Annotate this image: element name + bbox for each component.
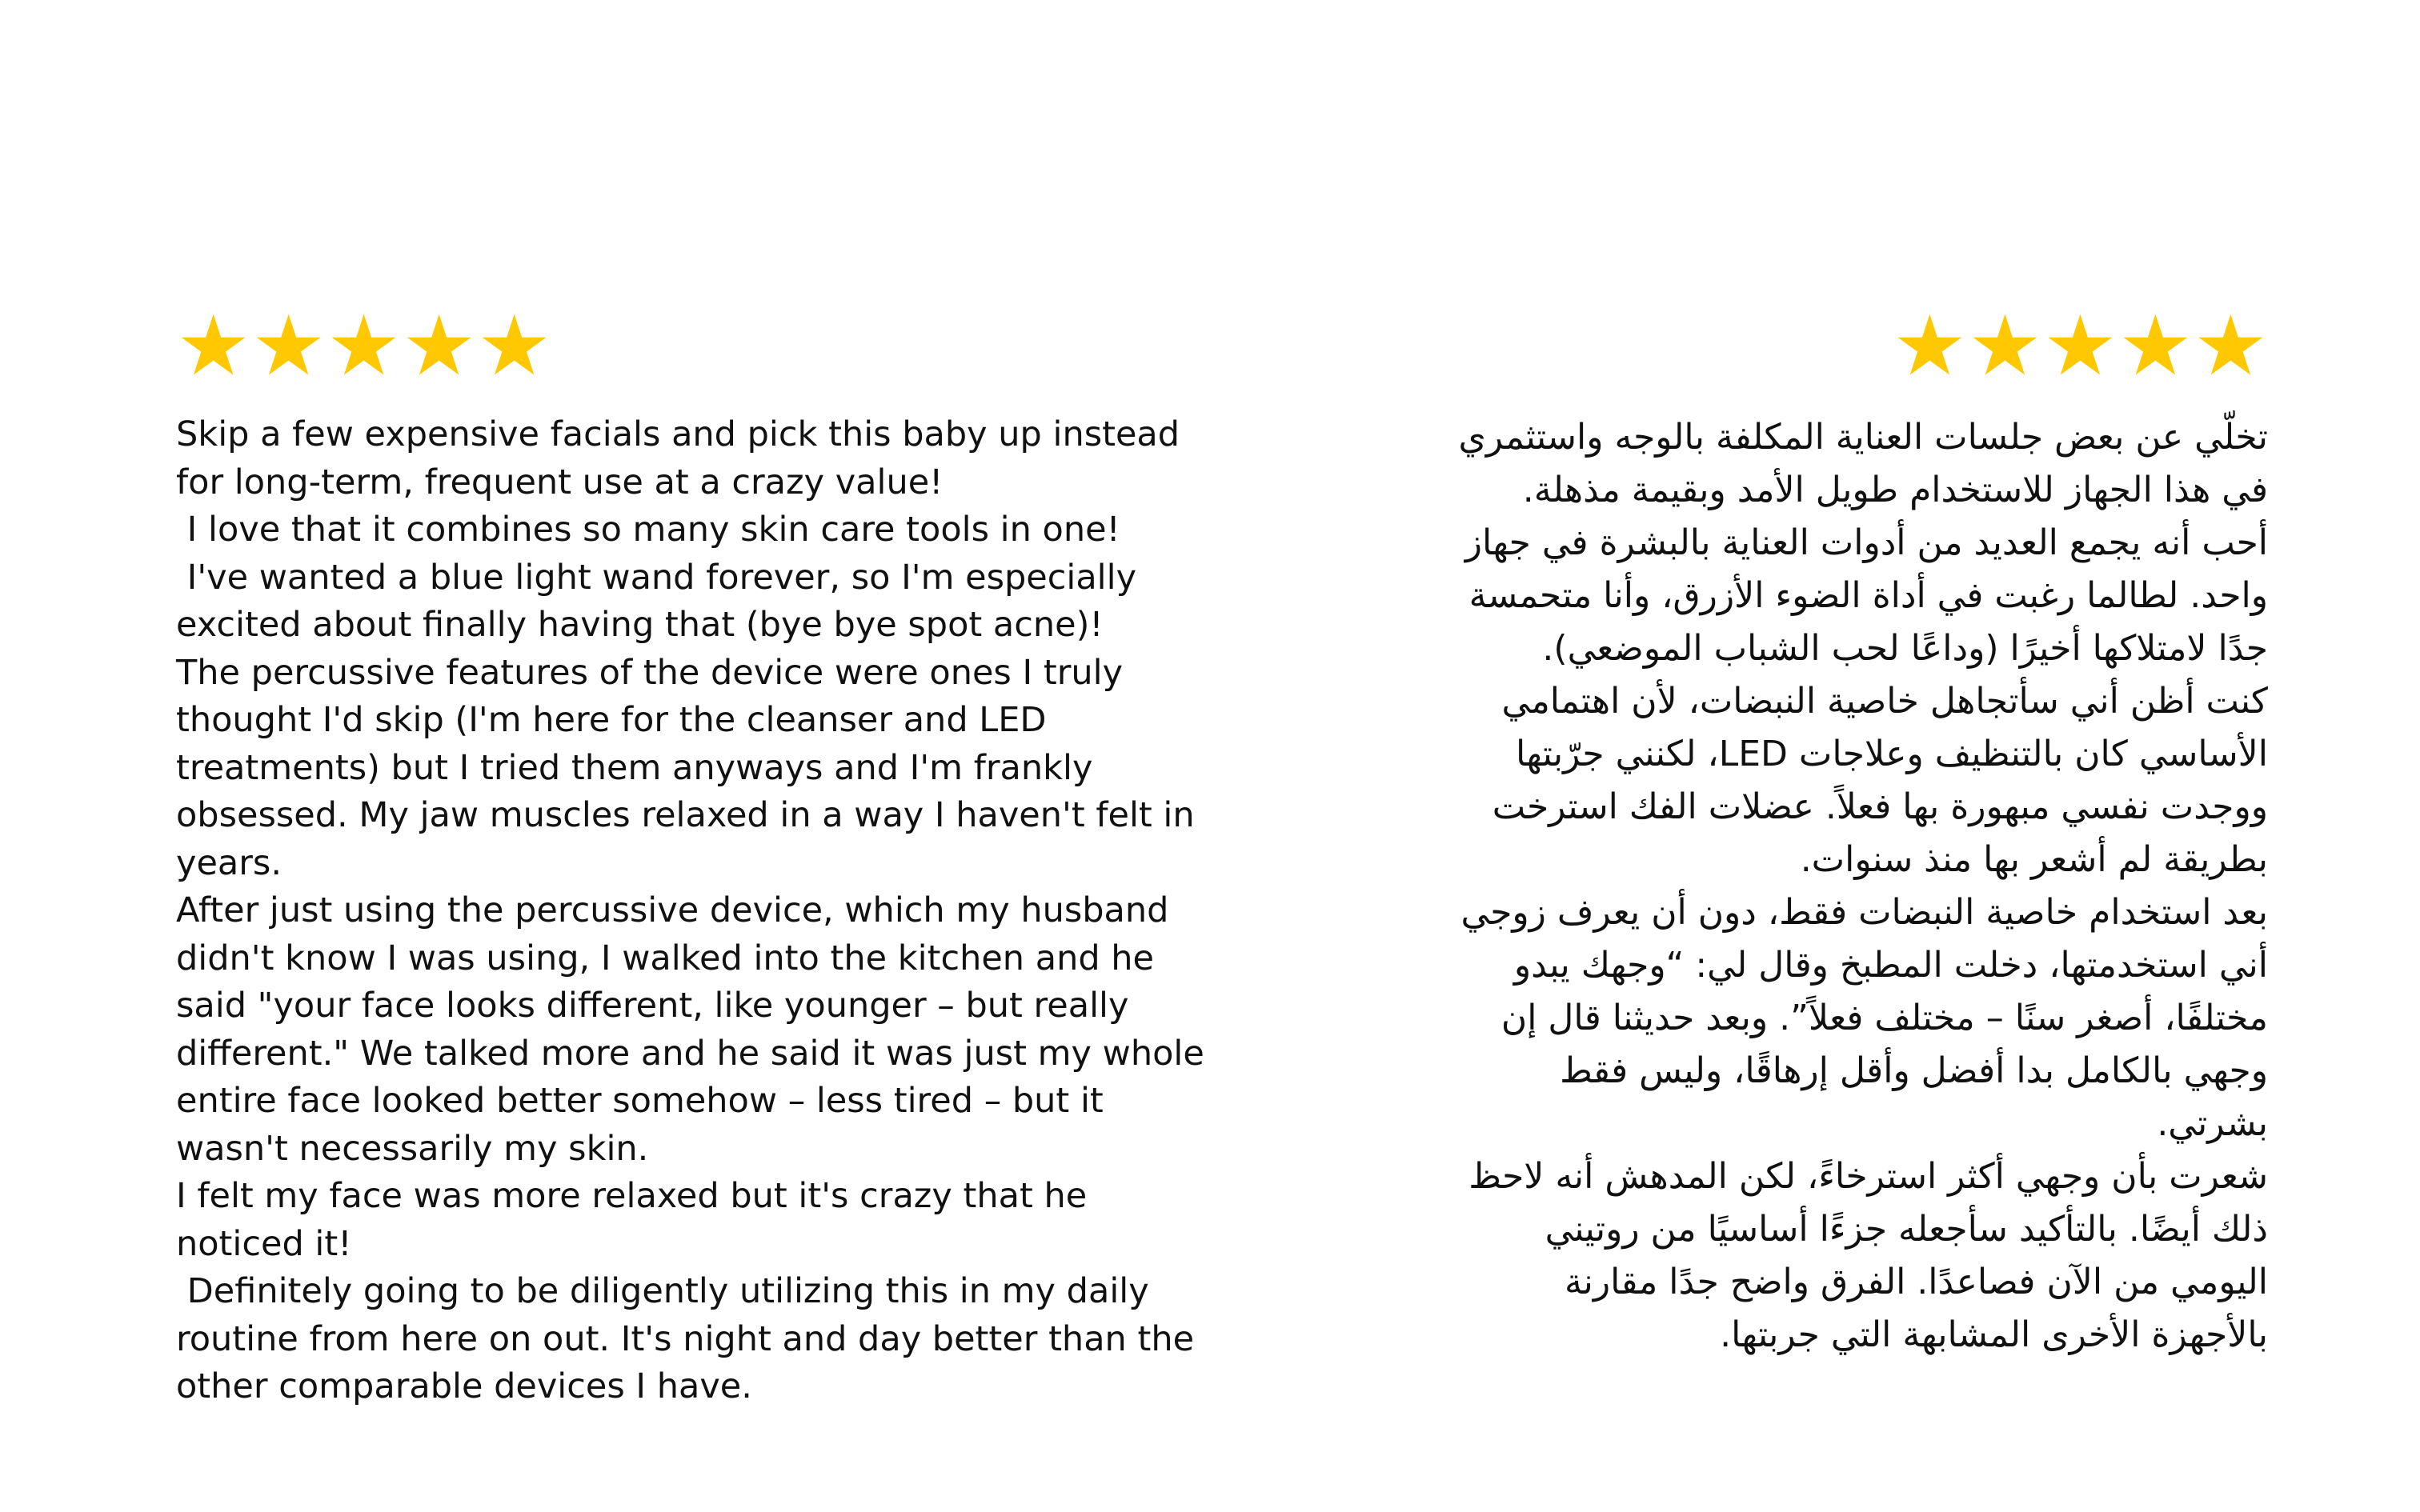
review-text [1452,411,2268,1362]
review-paragraph: شعرت بأن وجهي أكثر استرخاءً، لكن المدهش أنه لاحظ ذلك أيضًا. بالتأكيد سأجعله جزءًا أساسيًا من روتيني اليومي من الآن فصاعدًا. الفرق واضح جدًا مقارنة بالأجهزة الأخرى المشابهة التي جربتها. [1468,1156,2268,1355]
review-paragraph: I felt my face was more relaxed but it's crazy that he noticed it! [176,1176,1098,1264]
star-icon: ★ [327,297,402,394]
review-paragraph: بعد استخدام خاصية النبضات فقط، دون أن يعرف زوجي أني استخدمتها، دخلت المطبخ وقال لي: “وجهك يبدو مختلفًا، أصغر سنًا – مختلف فعلاً”. وبعد حديثنا قال إن وجهي بالكامل بدا أفضل وأقل إرهاقًا، وليس فقط بشرتي. [1460,892,2268,1144]
review-english [176,297,1216,1411]
review-paragraph: I've wanted a blue light wand forever, so I'm especially excited about finally having that (bye bye spot acne)! [176,557,1148,645]
star-icon: ★ [2118,297,2193,394]
review-paragraph: كنت أظن أني سأتجاهل خاصية النبضات، لأن اهتمامي الأساسي كان بالتنظيف وعلاجات LED، لكنني جرّبتها ووجدت نفسي مبهورة بها فعلاً. عضلات الفك استرخت بطريقة لم أشعر بها منذ سنوات. [1492,681,2268,880]
review-paragraph: I love that it combines so many skin care tools in one! [176,510,1120,550]
review-text [176,411,1216,1411]
star-icon: ★ [402,297,477,394]
star-icon: ★ [176,297,251,394]
star-icon: ★ [1967,297,2042,394]
star-icon: ★ [2042,297,2118,394]
review-paragraph: تخلّي عن بعض جلسات العناية المكلفة بالوجه واستثمري في هذا الجهاز للاستخدام طويل الأمد وبقيمة مذهلة. أحب أنه يجمع العديد من أدوات العناية بالبشرة في جهاز واحد. لطالما رغبت في أداة الضوء الأزرق، وأنا متحمسة جدًا لامتلاكها أخيرًا (وداعًا لحب الشباب الموضعي). [1458,417,2268,669]
star-icon: ★ [251,297,327,394]
review-arabic [1452,297,2268,1362]
review-paragraph: After just using the percussive device, which my husband didn't know I was using, I walked into the kitchen and he said "your face looks different, like younger – but really different." We talked more and he said it was just my whole entire face looked better somehow – less tired – but it wasn't necessarily my skin. [176,890,1216,1169]
star-icon: ★ [2193,297,2268,394]
review-paragraph: The percussive features of the device were ones I truly thought I'd skip (I'm here for the cleanser and LED treatments) but I tried them anyways and I'm frankly obsessed. My jaw muscles relaxed in a way I haven't felt in years. [176,652,1206,883]
star-rating [1452,297,2268,394]
review-paragraph: Skip a few expensive facials and pick this baby up instead for long-term, frequent use at a crazy value! [176,414,1191,502]
star-icon: ★ [1892,297,1967,394]
review-paragraph: Definitely going to be diligently utilizing this in my daily routine from here on out. It's night and day better than the other comparable devices I have. [176,1271,1205,1406]
star-rating [176,297,1216,394]
star-icon: ★ [477,297,552,394]
